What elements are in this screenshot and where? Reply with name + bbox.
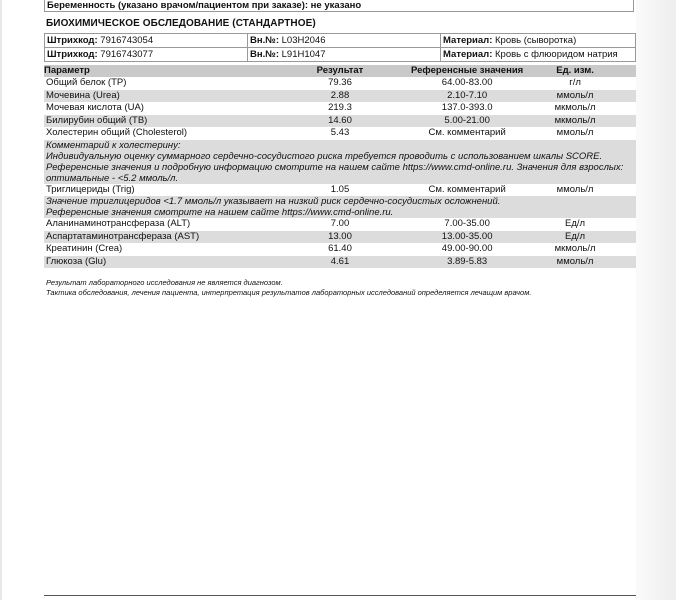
internal-no-value: L91H1047 <box>281 48 326 60</box>
param-name: Общий белок (TP) <box>46 77 127 89</box>
comment-cell <box>44 196 636 218</box>
internal-no-label: Вн.№: <box>250 48 279 60</box>
table-row <box>44 90 636 103</box>
param-unit: ммоль/л <box>556 127 594 139</box>
param-unit: мкмоль/л <box>554 102 596 114</box>
param-result: 219.3 <box>328 102 352 114</box>
param-name: Мочевина (Urea) <box>44 90 288 103</box>
cholesterol-comment <box>44 140 636 184</box>
table-row <box>44 77 636 90</box>
table-row <box>44 218 636 231</box>
barcode-value: 7916743077 <box>100 48 154 60</box>
barcode-cell <box>45 48 248 62</box>
sample-info-table <box>44 33 636 62</box>
param-reference: 64.00-83.00 <box>441 77 493 89</box>
comment-line: Значение триглицеридов <1.7 ммоль/л указывает на низкий риск сердечно-сосудистых осложнений. <box>46 196 501 207</box>
param-reference: См. комментарий <box>428 127 506 139</box>
header-result: Результат <box>288 65 393 77</box>
internal-no-value: L03H2046 <box>281 34 326 46</box>
param-unit: г/л <box>569 77 581 89</box>
pregnancy-status: Беременность (указано врачом/пациентом при заказе): не указано <box>44 0 634 12</box>
page-bottom-rule <box>44 595 636 596</box>
section-title: БИОХИМИЧЕСКОЕ ОБСЛЕДОВАНИЕ (СТАНДАРТНОЕ) <box>46 18 316 29</box>
material-label: Материал: <box>443 48 493 60</box>
barcode-cell <box>45 34 248 48</box>
header-spacer <box>608 65 636 77</box>
footnotes <box>46 278 531 298</box>
param-reference: 2.10-7.10 <box>392 90 542 103</box>
page-right-shadow <box>636 0 676 600</box>
param-result: 7.00 <box>330 218 350 230</box>
param-unit: мкмоль/л <box>542 115 608 128</box>
param-unit: Ед/л <box>565 218 586 230</box>
param-reference: См. комментарий <box>428 183 506 195</box>
param-name: Билирубин общий (TB) <box>44 115 288 128</box>
param-unit: Ед/л <box>542 231 608 244</box>
material-cell <box>441 48 636 62</box>
page-left-edge <box>0 0 2 600</box>
header-parameter: Параметр <box>44 65 288 77</box>
param-result: 1.05 <box>330 183 350 195</box>
internal-no-cell <box>248 48 441 62</box>
header-unit: Ед. изм. <box>542 65 608 77</box>
param-name: Креатинин (Crea) <box>46 243 123 255</box>
param-result: 13.00 <box>288 231 393 244</box>
param-name: Аспартатаминотрансфераза (AST) <box>44 231 288 244</box>
material-cell <box>441 34 636 48</box>
table-row <box>44 256 636 269</box>
comment-cell <box>44 140 636 184</box>
table-row <box>44 243 636 256</box>
comment-line: Референсные значения смотрите на нашем сайте https://www.cmd-online.ru. <box>46 207 394 218</box>
param-name: Мочевая кислота (UA) <box>46 102 144 114</box>
param-result: 2.88 <box>288 90 393 103</box>
param-result: 79.36 <box>328 77 352 89</box>
triglyceride-comment <box>44 196 636 218</box>
param-name: Глюкоза (Glu) <box>44 256 288 269</box>
sample-row <box>45 34 636 48</box>
barcode-value: 7916743054 <box>100 34 154 46</box>
param-unit: ммоль/л <box>542 90 608 103</box>
table-row <box>44 231 636 244</box>
param-reference: 137.0-393.0 <box>441 102 493 114</box>
param-unit: ммоль/л <box>556 183 594 195</box>
material-value: Кровь (сыворотка) <box>495 34 577 46</box>
param-reference: 3.89-5.83 <box>392 256 542 269</box>
param-reference: 49.00-90.00 <box>441 243 493 255</box>
comment-line: Референсные значения и подробную информацию смотрите на нашем сайте https://www.cmd-online.ru. Значения для взрослых: <box>46 161 624 173</box>
table-row <box>44 184 636 197</box>
table-row <box>44 127 636 140</box>
internal-no-label: Вн.№: <box>250 34 279 46</box>
param-result: 61.40 <box>328 243 352 255</box>
footnote-line: Результат лабораторного исследования не является диагнозом. <box>46 278 283 287</box>
param-result: 4.61 <box>288 256 393 269</box>
param-reference: 13.00-35.00 <box>392 231 542 244</box>
param-result: 5.43 <box>330 127 350 139</box>
param-unit: ммоль/л <box>542 256 608 269</box>
results-header-row <box>44 65 636 77</box>
footnote-line: Тактика обследования, лечения пациента, интерпретация результатов лабораторных исследований определяется лечащим врачом. <box>46 288 532 297</box>
comment-line: Индивидуальную оценку суммарного сердечно-сосудистого риска требуется проводить с использованием шкалы SCORE. <box>46 150 603 162</box>
param-name: Триглицериды (Trig) <box>46 183 135 195</box>
results-table <box>44 65 636 268</box>
table-row <box>44 115 636 128</box>
header-reference: Референсные значения <box>392 65 542 77</box>
param-name: Аланинаминотрансфераза (ALT) <box>46 218 191 230</box>
param-reference: 7.00-35.00 <box>444 218 490 230</box>
param-unit: мкмоль/л <box>554 243 596 255</box>
material-value: Кровь с флюоридом натрия <box>495 48 618 60</box>
comment-heading: Комментарий к холестерину: <box>46 139 181 151</box>
comment-line: оптимальные - <5.2 ммоль/л. <box>46 172 179 184</box>
barcode-label: Штрихкод: <box>47 48 98 60</box>
sample-row <box>45 48 636 62</box>
material-label: Материал: <box>443 34 493 46</box>
param-result: 14.60 <box>288 115 393 128</box>
param-name: Холестерин общий (Cholesterol) <box>46 127 188 139</box>
internal-no-cell <box>248 34 441 48</box>
table-row <box>44 102 636 115</box>
param-reference: 5.00-21.00 <box>392 115 542 128</box>
barcode-label: Штрихкод: <box>47 34 98 46</box>
